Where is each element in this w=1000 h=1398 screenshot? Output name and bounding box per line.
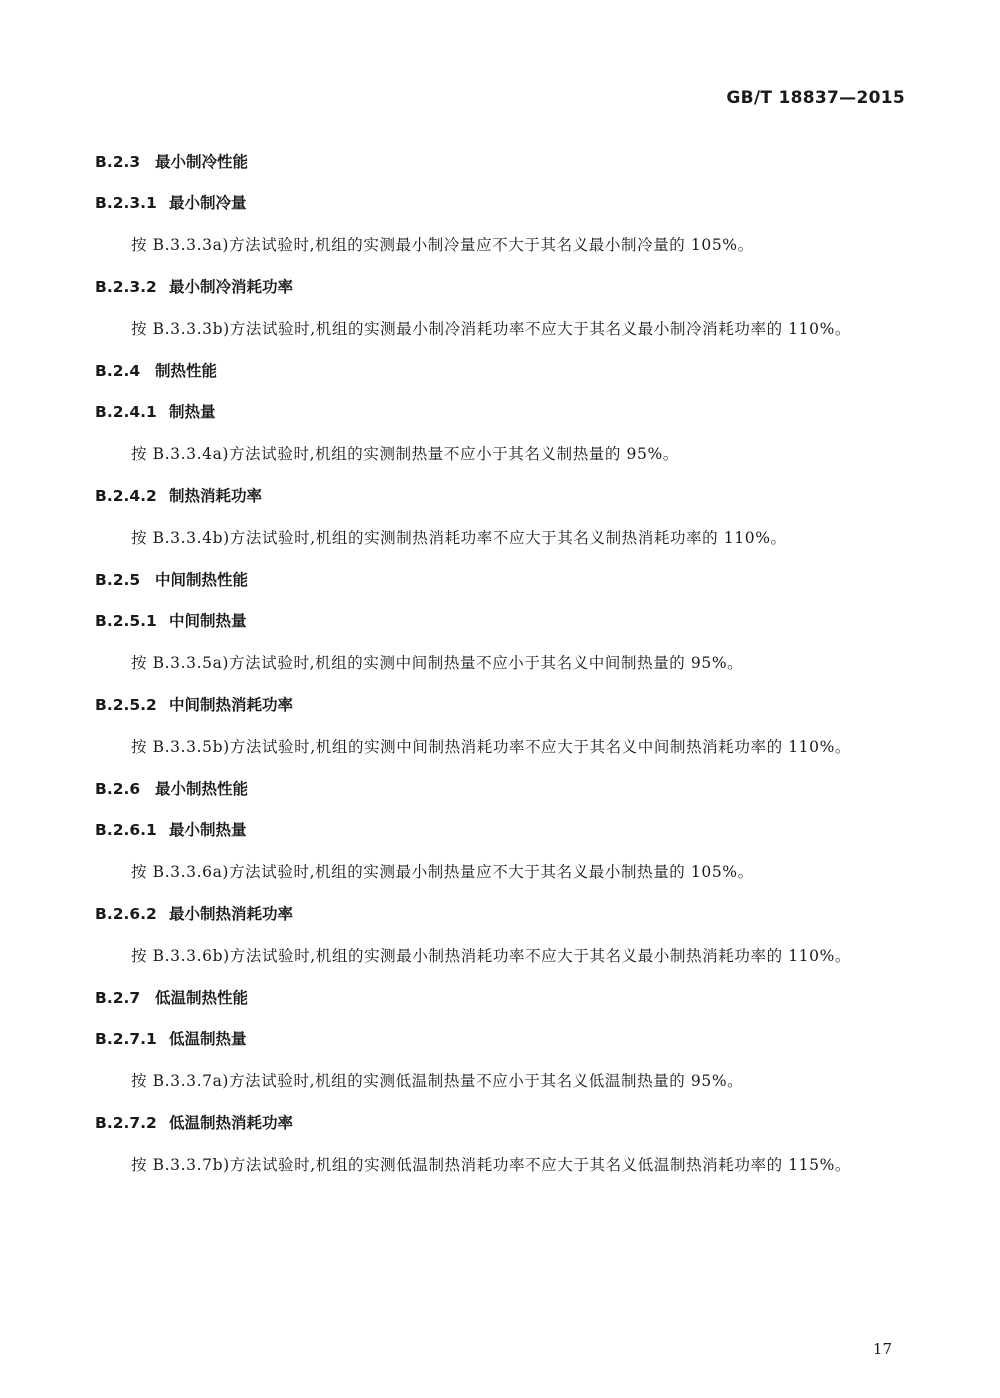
paragraph: 按 B.3.3.7a)方法试验时,机组的实测低温制热量不应小于其名义低温制热量的 95%。 <box>131 1072 744 1090</box>
subsection-number: B.2.5.1 <box>95 612 157 630</box>
paragraph: 按 B.3.3.5a)方法试验时,机组的实测中间制热量不应小于其名义中间制热量的 95%。 <box>131 654 744 672</box>
section-title: 中间制热性能 <box>155 571 249 589</box>
subsection-number: B.2.3.1 <box>95 194 157 212</box>
subsection-title: 最小制冷消耗功率 <box>169 278 294 296</box>
subsection-heading <box>95 484 907 509</box>
subsection-number: B.2.4.2 <box>95 487 157 505</box>
section-title: 制热性能 <box>155 362 218 380</box>
subsection-heading <box>95 1027 907 1052</box>
subsection-number: B.2.6.1 <box>95 821 157 839</box>
section-title: 最小制热性能 <box>155 780 249 798</box>
section-heading <box>95 359 907 384</box>
subsection-heading <box>95 400 907 425</box>
paragraph: 按 B.3.3.5b)方法试验时,机组的实测中间制热消耗功率不应大于其名义中间制热消耗功率的 110%。 <box>131 738 852 756</box>
subsection-title: 低温制热消耗功率 <box>169 1114 294 1132</box>
page-number: 17 <box>872 1340 892 1358</box>
paragraph: 按 B.3.3.4b)方法试验时,机组的实测制热消耗功率不应大于其名义制热消耗功率的 110%。 <box>131 529 787 547</box>
subsection-heading <box>95 693 907 718</box>
section-number: B.2.5 <box>95 571 141 589</box>
subsection-title: 低温制热量 <box>169 1030 247 1048</box>
section-heading <box>95 986 907 1011</box>
subsection-title: 中间制热量 <box>169 612 247 630</box>
subsection-title: 中间制热消耗功率 <box>169 696 294 714</box>
subsection-title: 最小制热消耗功率 <box>169 905 294 923</box>
section-heading <box>95 568 907 593</box>
subsection-heading <box>95 818 907 843</box>
subsection-number: B.2.3.2 <box>95 278 157 296</box>
subsection-heading <box>95 902 907 927</box>
subsection-title: 制热消耗功率 <box>169 487 263 505</box>
paragraph: 按 B.3.3.4a)方法试验时,机组的实测制热量不应小于其名义制热量的 95%。 <box>131 445 679 463</box>
subsection-number: B.2.7.1 <box>95 1030 157 1048</box>
paragraph: 按 B.3.3.7b)方法试验时,机组的实测低温制热消耗功率不应大于其名义低温制热消耗功率的 115%。 <box>131 1156 852 1174</box>
subsection-title: 最小制冷量 <box>169 194 247 212</box>
paragraph: 按 B.3.3.3a)方法试验时,机组的实测最小制冷量应不大于其名义最小制冷量的 105%。 <box>131 236 754 254</box>
subsection-heading <box>95 609 907 634</box>
paragraph: 按 B.3.3.3b)方法试验时,机组的实测最小制冷消耗功率不应大于其名义最小制冷消耗功率的 110%。 <box>131 320 852 338</box>
paragraph: 按 B.3.3.6b)方法试验时,机组的实测最小制热消耗功率不应大于其名义最小制热消耗功率的 110%。 <box>131 947 852 965</box>
section-number: B.2.4 <box>95 362 141 380</box>
subsection-heading <box>95 1111 907 1136</box>
section-heading <box>95 777 907 802</box>
subsection-heading <box>95 191 907 216</box>
subsection-title: 制热量 <box>169 403 216 421</box>
section-heading <box>95 150 907 175</box>
subsection-number: B.2.7.2 <box>95 1114 157 1132</box>
document-body <box>95 150 907 1195</box>
subsection-number: B.2.4.1 <box>95 403 157 421</box>
paragraph: 按 B.3.3.6a)方法试验时,机组的实测最小制热量应不大于其名义最小制热量的 105%。 <box>131 863 754 881</box>
section-number: B.2.3 <box>95 153 141 171</box>
section-title: 最小制冷性能 <box>155 153 249 171</box>
subsection-number: B.2.6.2 <box>95 905 157 923</box>
subsection-heading <box>95 275 907 300</box>
standard-code: GB/T 18837—2015 <box>726 88 905 108</box>
section-title: 低温制热性能 <box>155 989 249 1007</box>
section-number: B.2.7 <box>95 989 141 1007</box>
section-number: B.2.6 <box>95 780 141 798</box>
subsection-title: 最小制热量 <box>169 821 247 839</box>
subsection-number: B.2.5.2 <box>95 696 157 714</box>
